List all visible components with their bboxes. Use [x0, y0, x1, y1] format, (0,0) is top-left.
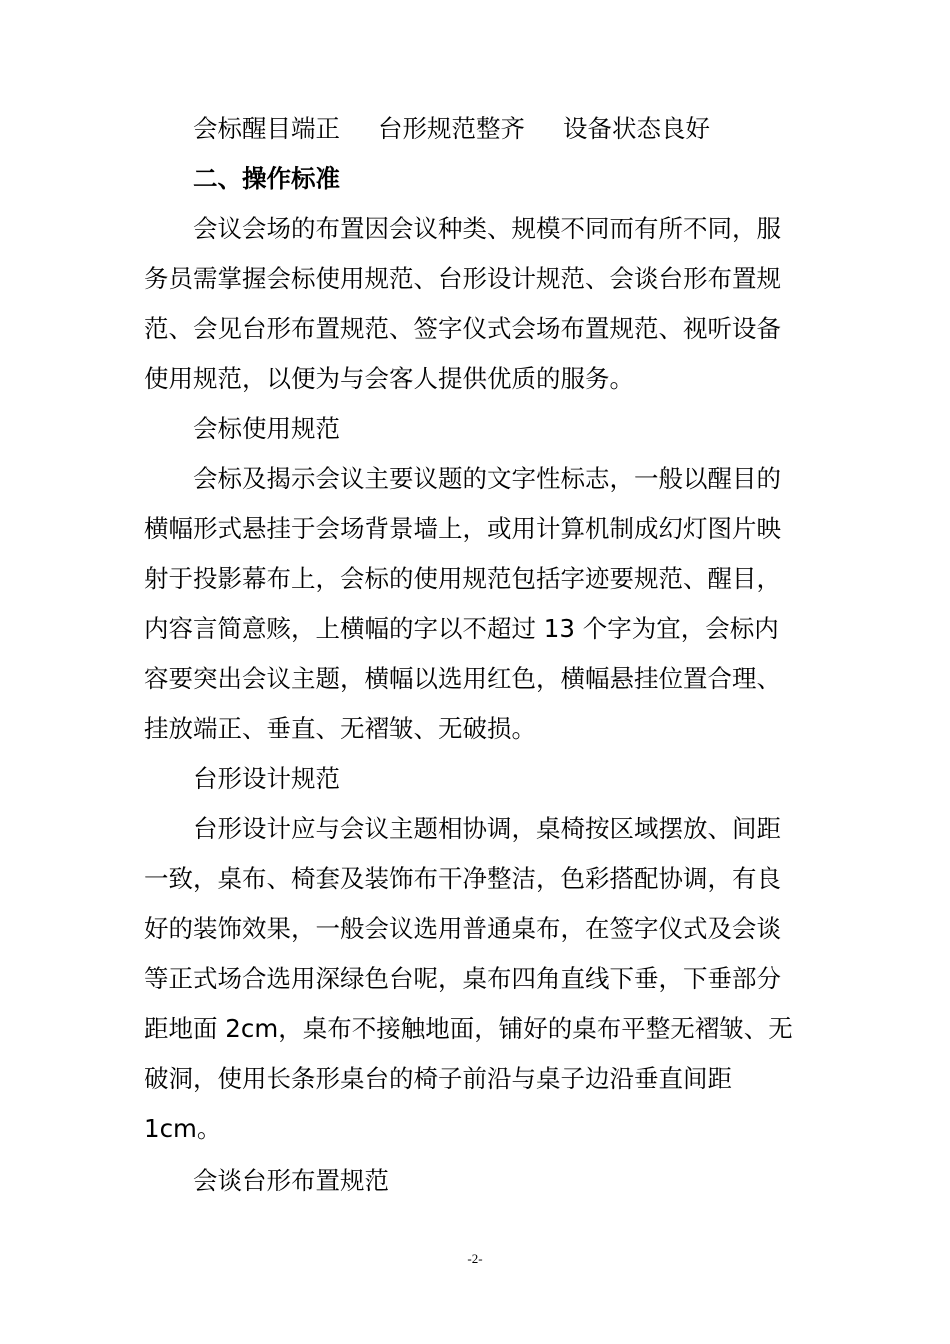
paragraph-line: 内容言简意赅，上横幅的字以不超过 13 个字为宜，会标内 — [144, 614, 779, 643]
intro-item-equipment: 设备状态良好 — [563, 114, 710, 143]
subheading-emblem-usage: 会标使用规范 — [193, 414, 340, 443]
paragraph-line: 1cm。 — [144, 1114, 222, 1143]
document-body — [144, 104, 810, 1206]
intro-item-layout: 台形规范整齐 — [378, 114, 525, 143]
page-number: -2- — [467, 1251, 483, 1266]
paragraph-line: 会议会场的布置因会议种类、规模不同而有所不同，服 — [193, 214, 781, 243]
paragraph-line: 使用规范，以便为与会客人提供优质的服务。 — [144, 364, 634, 393]
intro-line — [144, 104, 810, 154]
paragraph-table-layout — [144, 804, 810, 1154]
subheading-table-layout: 台形设计规范 — [193, 764, 340, 793]
intro-item-emblem: 会标醒目端正 — [193, 114, 340, 143]
paragraph-line: 等正式场合选用深绿色台呢，桌布四角直线下垂，下垂部分 — [144, 964, 781, 993]
paragraph-line: 务员需掌握会标使用规范、台形设计规范、会谈台形布置规 — [144, 264, 781, 293]
paragraph-line: 好的装饰效果，一般会议选用普通桌布，在签字仪式及会谈 — [144, 914, 781, 943]
paragraph-line: 会标及揭示会议主要议题的文字性标志，一般以醒目的 — [193, 464, 781, 493]
paragraph-line: 射于投影幕布上，会标的使用规范包括字迹要规范、醒目， — [144, 564, 781, 593]
paragraph-line: 台形设计应与会议主题相协调，桌椅按区域摆放、间距 — [193, 814, 781, 843]
section-heading: 二、操作标准 — [193, 164, 340, 193]
paragraph-line: 范、会见台形布置规范、签字仪式会场布置规范、视听设备 — [144, 314, 781, 343]
paragraph-line: 挂放端正、垂直、无褶皱、无破损。 — [144, 714, 536, 743]
paragraph-line: 横幅形式悬挂于会场背景墙上，或用计算机制成幻灯图片映 — [144, 514, 781, 543]
paragraph-line: 容要突出会议主题，横幅以选用红色，横幅悬挂位置合理、 — [144, 664, 781, 693]
subheading-talks-layout: 会谈台形布置规范 — [193, 1166, 389, 1195]
paragraph-line: 距地面 2cm，桌布不接触地面，铺好的桌布平整无褶皱、无 — [144, 1014, 793, 1043]
paragraph-overview — [144, 204, 810, 404]
paragraph-line: 破洞，使用长条形桌台的椅子前沿与桌子边沿垂直间距 — [144, 1064, 732, 1093]
paragraph-emblem-usage — [144, 454, 810, 754]
paragraph-line: 一致，桌布、椅套及装饰布干净整洁，色彩搭配协调，有良 — [144, 864, 781, 893]
